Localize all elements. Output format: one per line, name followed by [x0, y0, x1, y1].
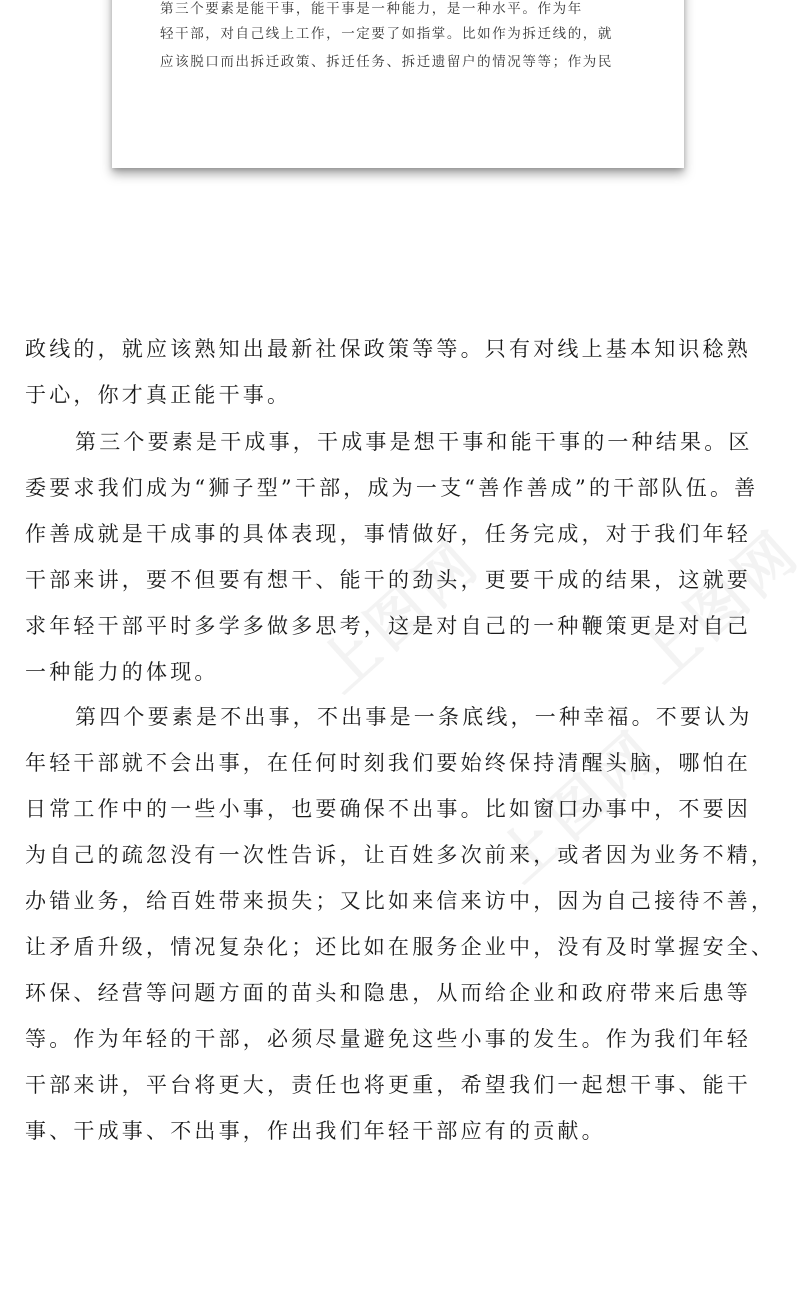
paragraph-line: 作善成就是干成事的具体表现，事情做好，任务完成，对于我们年轻 — [25, 522, 751, 546]
paragraph-line: 政线的，就应该熟知出最新社保政策等等。只有对线上基本知识稔熟 — [25, 337, 751, 361]
paragraph-line: 等。作为年轻的干部，必须尽量避免这些小事的发生。作为我们年轻 — [25, 1027, 751, 1051]
paragraph-line: 年轻干部就不会出事，在任何时刻我们要始终保持清醒头脑，哪怕在 — [25, 751, 751, 775]
document-preview-card — [112, 0, 684, 168]
paragraph-line: 第三个要素是干成事，干成事是想干事和能干事的一种结果。区 — [75, 430, 753, 454]
paragraph-line: 于心，你才真正能干事。 — [25, 383, 292, 407]
paragraph-line: 事、干成事、不出事，作出我们年轻干部应有的贡献。 — [25, 1119, 606, 1143]
paragraph-line: 干部来讲，要不但要有想干、能干的劲头，更要干成的结果，这就要 — [25, 568, 751, 592]
paragraph-line: 第四个要素是不出事，不出事是一条底线，一种幸福。不要认为 — [75, 705, 753, 729]
preview-text-line: 轻干部，对自己线上工作，一定要了如指掌。比如作为拆迁线的，就 — [160, 26, 613, 42]
paragraph-line: 日常工作中的一些小事，也要确保不出事。比如窗口办事中，不要因 — [25, 797, 751, 821]
paragraph-line: 让矛盾升级，情况复杂化；还比如在服务企业中，没有及时掌握安全、 — [25, 935, 776, 959]
preview-text-line: 应该脱口而出拆迁政策、拆迁任务、拆迁遗留户的情况等等；作为民 — [160, 54, 613, 70]
paragraph-line: 办错业务，给百姓带来损失；又比如来信来访中，因为自己接待不善， — [25, 889, 776, 913]
paragraph-line: 一种能力的体现。 — [25, 660, 219, 684]
paragraph-line: 环保、经营等问题方面的苗头和隐患，从而给企业和政府带来后患等 — [25, 981, 751, 1005]
preview-text-line: 第三个要素是能干事，能干事是一种能力，是一种水平。作为年 — [160, 1, 583, 17]
paragraph-line: 求年轻干部平时多学多做多思考，这是对自己的一种鞭策更是对自己 — [25, 614, 751, 638]
paragraph-line: 为自己的疏忽没有一次性告诉，让百姓多次前来，或者因为业务不精， — [25, 843, 776, 867]
paragraph-line: 委要求我们成为“狮子型”干部，成为一支“善作善成”的干部队伍。善 — [25, 476, 759, 500]
paragraph-line: 干部来讲，平台将更大，责任也将更重，希望我们一起想干事、能干 — [25, 1073, 751, 1097]
